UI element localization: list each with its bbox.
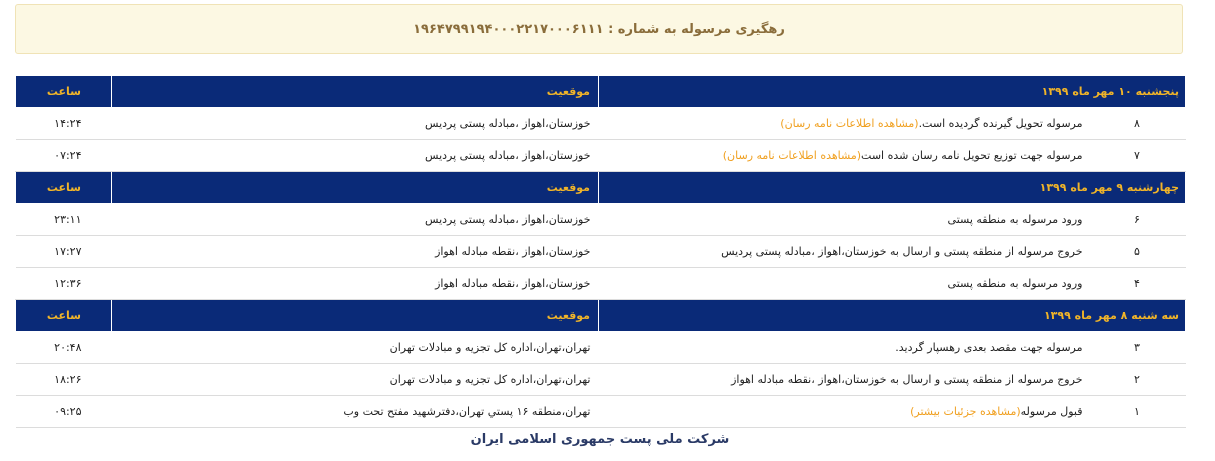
group-date: سه شنبه ۸ مهر ماه ۱۳۹۹ [599, 300, 1186, 332]
group-date: پنجشنبه ۱۰ مهر ماه ۱۳۹۹ [599, 76, 1186, 108]
time-column-header: ساعت [16, 172, 112, 204]
event-description: مرسوله تحویل گیرنده گردیده است. [918, 117, 1083, 130]
event-description-cell [599, 108, 1089, 140]
event-description-cell [599, 332, 1089, 364]
event-location: خوزستان،اهواز ،مبادله پستی پردیس [112, 204, 599, 236]
event-description: خروج مرسوله از منطقه پستی و ارسال به خوزستان،اهواز ،نقطه مبادله اهواز [731, 373, 1083, 386]
event-time: ۱۸:۲۶ [16, 364, 112, 396]
group-header-row [16, 300, 1186, 332]
location-column-header: موقعیت [112, 172, 599, 204]
event-location: خوزستان،اهواز ،مبادله پستی پردیس [112, 140, 599, 172]
tracking-header-panel [15, 4, 1183, 54]
table-row [16, 140, 1186, 172]
event-location: تهران،تهران،اداره کل تجزیه و مبادلات تهران [112, 364, 599, 396]
event-number: ۷ [1089, 140, 1186, 172]
table-row [16, 364, 1186, 396]
event-description: خروج مرسوله از منطقه پستی و ارسال به خوزستان،اهواز ،مبادله پستی پردیس [721, 245, 1083, 258]
event-description: قبول مرسوله [1020, 405, 1083, 418]
event-time: ۱۴:۲۴ [16, 108, 112, 140]
table-row [16, 396, 1186, 428]
tracking-table [15, 75, 1186, 428]
table-row [16, 108, 1186, 140]
event-time: ۱۲:۳۶ [16, 268, 112, 300]
table-row [16, 332, 1186, 364]
event-location: تهران،تهران،اداره کل تجزیه و مبادلات تهران [112, 332, 599, 364]
event-description: ورود مرسوله به منطقه پستی [947, 277, 1083, 290]
event-number: ۲ [1089, 364, 1186, 396]
event-description-cell [599, 204, 1089, 236]
event-description-cell [599, 236, 1089, 268]
event-description-cell [599, 364, 1089, 396]
event-description-cell [599, 268, 1089, 300]
event-location: تهران،منطقه ۱۶ پستي تهران،دفترشهید مفتح تحت وب [112, 396, 599, 428]
location-column-header: موقعیت [112, 300, 599, 332]
event-description: مرسوله جهت مقصد بعدی رهسپار گردید. [895, 341, 1083, 354]
event-description: مرسوله جهت توزیع تحویل نامه رسان شده است [861, 149, 1083, 162]
footer-company-name: شرکت ملی پست جمهوری اسلامی ایران [470, 432, 730, 447]
event-number: ۱ [1089, 396, 1186, 428]
event-number: ۸ [1089, 108, 1186, 140]
group-header-row [16, 172, 1186, 204]
event-time: ۲۰:۴۸ [16, 332, 112, 364]
event-number: ۳ [1089, 332, 1186, 364]
event-description-cell [599, 396, 1089, 428]
event-location: خوزستان،اهواز ،نقطه مبادله اهواز [112, 268, 599, 300]
event-location: خوزستان،اهواز ،نقطه مبادله اهواز [112, 236, 599, 268]
tracking-header-title: رهگیری مرسوله به شماره : ۱۹۶۴۷۹۹۱۹۴۰۰۰۲۲۱۷۰۰۰۶۱۱۱ [413, 21, 785, 37]
event-description: ورود مرسوله به منطقه پستی [947, 213, 1083, 226]
event-time: ۲۳:۱۱ [16, 204, 112, 236]
event-time: ۱۷:۲۷ [16, 236, 112, 268]
location-column-header: موقعیت [112, 76, 599, 108]
details-link[interactable]: (مشاهده اطلاعات نامه رسان) [722, 149, 862, 162]
group-header-row [16, 76, 1186, 108]
group-date: چهارشنبه ۹ مهر ماه ۱۳۹۹ [599, 172, 1186, 204]
table-row [16, 204, 1186, 236]
event-number: ۴ [1089, 268, 1186, 300]
time-column-header: ساعت [16, 76, 112, 108]
event-time: ۰۹:۲۵ [16, 396, 112, 428]
table-row [16, 236, 1186, 268]
event-number: ۵ [1089, 236, 1186, 268]
details-link[interactable]: (مشاهده اطلاعات نامه رسان) [780, 117, 919, 130]
time-column-header: ساعت [16, 300, 112, 332]
event-location: خوزستان،اهواز ،مبادله پستی پردیس [112, 108, 599, 140]
table-row [16, 268, 1186, 300]
tracking-table-body [16, 76, 1186, 428]
event-number: ۶ [1089, 204, 1186, 236]
details-link[interactable]: (مشاهده جزئیات بیشتر) [910, 405, 1021, 418]
event-time: ۰۷:۲۴ [16, 140, 112, 172]
event-description-cell [599, 140, 1089, 172]
